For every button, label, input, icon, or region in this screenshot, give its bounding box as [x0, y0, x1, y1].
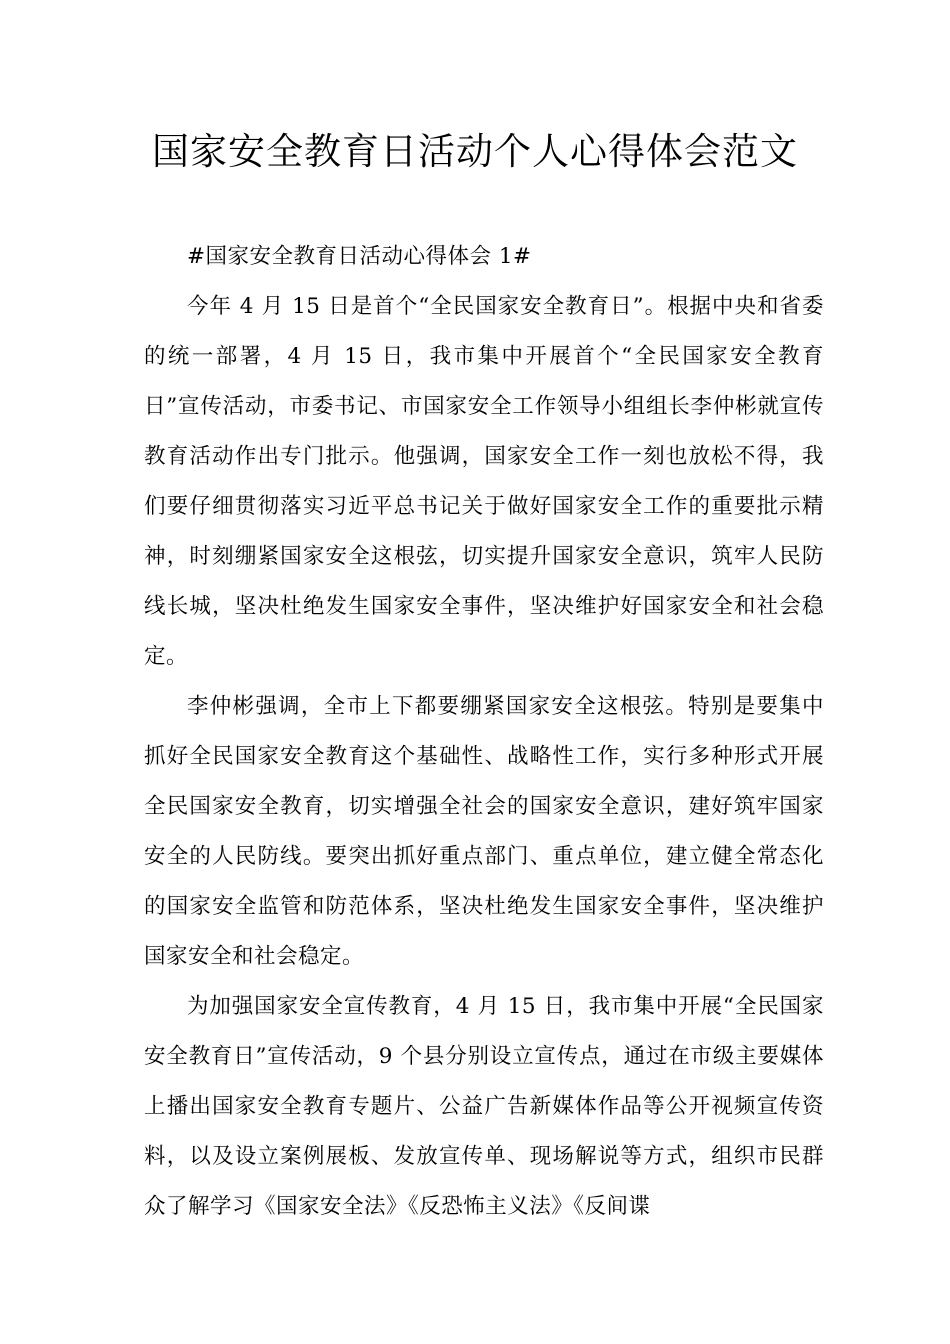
document-body	[144, 232, 824, 1232]
page-title: 国家安全教育日活动个人心得体会范文	[152, 130, 798, 173]
paragraph-2: 李仲彬强调，全市上下都要绷紧国家安全这根弦。特别是要集中抓好全民国家安全教育这个基础性、战略性工作，实行多种形式开展全民国家安全教育，切实增强全社会的国家安全意识，建好筑牢国家安全的人民防线。要突出抓好重点部门、重点单位，建立健全常态化的国家安全监管和防范体系，坚决杜绝发生国家安全事件，坚决维护国家安全和社会稳定。	[144, 694, 824, 969]
paragraph-3: 为加强国家安全宣传教育，4 月 15 日，我市集中开展“全民国家安全教育日”宣传活动，9 个县分别设立宣传点，通过在市级主要媒体上播出国家安全教育专题片、公益广告新媒体作品等公开视频宣传资料，以及设立案例展板、发放宣传单、现场解说等方式，组织市民群众了解学习《国家安全法》《反恐怖主义法》《反间谍	[144, 994, 824, 1219]
paragraph-1: 今年 4 月 15 日是首个“全民国家安全教育日”。根据中央和省委的统一部署，4 月 15 日，我市集中开展首个“全民国家安全教育日”宣传活动，市委书记、市国家安全工作领导小组组长李仲彬就宣传教育活动作出专门批示。他强调，国家安全工作一刻也放松不得，我们要仔细贯彻落实习近平总书记关于做好国家安全工作的重要批示精神，时刻绷紧国家安全这根弦，切实提升国家安全意识，筑牢人民防线长城，坚决杜绝发生国家安全事件，坚决维护好国家安全和社会稳定。	[144, 294, 824, 669]
section-heading: #国家安全教育日活动心得体会 1#	[187, 244, 532, 269]
